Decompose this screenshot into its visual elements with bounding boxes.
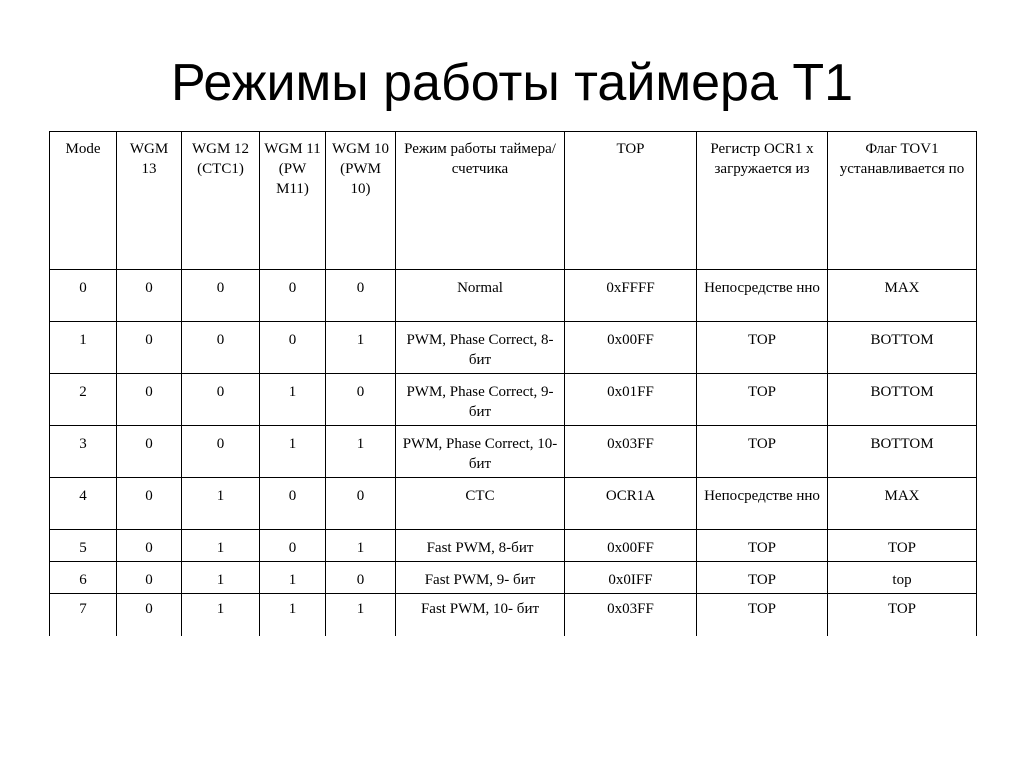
table-cell: 2 [50, 374, 117, 426]
table-row [50, 562, 977, 594]
table-cell: 1 [260, 426, 326, 478]
table-row [50, 594, 977, 637]
table-cell: 1 [326, 426, 396, 478]
table-cell: TOP [697, 530, 828, 562]
table-cell: 6 [50, 562, 117, 594]
header-mode: Mode [50, 132, 117, 270]
table-cell: PWM, Phase Correct, 10-бит [396, 426, 565, 478]
table-cell: 0x01FF [565, 374, 697, 426]
table-cell: 0 [260, 270, 326, 322]
table-cell: 0 [50, 270, 117, 322]
table-cell: 0 [117, 594, 182, 637]
table-cell: TOP [697, 562, 828, 594]
table-cell: 0 [326, 374, 396, 426]
table-cell: Fast PWM, 10- бит [396, 594, 565, 637]
table-cell: Normal [396, 270, 565, 322]
table-cell: TOP [697, 374, 828, 426]
header-tov1-flag: Флаг TOV1 устанавливается по [828, 132, 977, 270]
table-cell: 7 [50, 594, 117, 637]
header-ocr1x-update: Регистр OCR1 x загружается из [697, 132, 828, 270]
table-cell: 0 [117, 478, 182, 530]
table-cell: 1 [182, 530, 260, 562]
table-cell: 3 [50, 426, 117, 478]
table-cell: 0x00FF [565, 322, 697, 374]
table-cell: BOTTOM [828, 322, 977, 374]
table-cell: 1 [182, 562, 260, 594]
table-cell: 0 [182, 374, 260, 426]
table-cell: 1 [182, 478, 260, 530]
table-cell: 0 [117, 530, 182, 562]
slide-title: Режимы работы таймера Т1 [170, 54, 854, 112]
table-cell: 0 [260, 530, 326, 562]
table-cell: TOP [697, 594, 828, 637]
table-cell: 0 [117, 374, 182, 426]
table-cell: PWM, Phase Correct, 8-бит [396, 322, 565, 374]
table-cell: 0 [326, 270, 396, 322]
table-cell: CTC [396, 478, 565, 530]
table-cell: 0 [182, 322, 260, 374]
table-row [50, 426, 977, 478]
table-cell: 0 [117, 322, 182, 374]
table-cell: TOP [697, 426, 828, 478]
table-cell: 0 [326, 478, 396, 530]
table-row [50, 374, 977, 426]
table-cell: OCR1A [565, 478, 697, 530]
table-cell: 0 [117, 426, 182, 478]
table-cell: 0xFFFF [565, 270, 697, 322]
table-row [50, 478, 977, 530]
table-cell: 0 [182, 426, 260, 478]
table-cell: TOP [828, 594, 977, 637]
table-cell: 1 [182, 594, 260, 637]
table-cell: 0 [117, 562, 182, 594]
table-cell: 0 [260, 322, 326, 374]
table-cell: 1 [260, 594, 326, 637]
header-top: TOP [565, 132, 697, 270]
table-header-row [50, 132, 977, 270]
table-row [50, 322, 977, 374]
table-cell: 1 [326, 530, 396, 562]
table-cell: 0 [326, 562, 396, 594]
table-row [50, 530, 977, 562]
timer-modes-table [49, 131, 977, 636]
table-cell: 0x0IFF [565, 562, 697, 594]
table-cell: 0x00FF [565, 530, 697, 562]
table-cell: 1 [326, 322, 396, 374]
table-cell: 1 [326, 594, 396, 637]
table-cell: BOTTOM [828, 426, 977, 478]
table-cell: 0 [260, 478, 326, 530]
table-cell: Непосредстве нно [697, 478, 828, 530]
table-cell: 1 [50, 322, 117, 374]
table-cell: 5 [50, 530, 117, 562]
table-cell: 0x03FF [565, 426, 697, 478]
table-cell: TOP [697, 322, 828, 374]
table-cell: MAX [828, 270, 977, 322]
table-cell: MAX [828, 478, 977, 530]
table-cell: 1 [260, 374, 326, 426]
table-cell: Fast PWM, 9- бит [396, 562, 565, 594]
table-cell: PWM, Phase Correct, 9-бит [396, 374, 565, 426]
table-cell: 4 [50, 478, 117, 530]
table-cell: BOTTOM [828, 374, 977, 426]
header-wgm13: WGM 13 [117, 132, 182, 270]
table-cell: 0x03FF [565, 594, 697, 637]
header-wgm12: WGM 12 (CTC1) [182, 132, 260, 270]
header-wgm10: WGM 10 (PWM 10) [326, 132, 396, 270]
table-cell: Fast PWM, 8-бит [396, 530, 565, 562]
header-wgm11: WGM 11 (PW M11) [260, 132, 326, 270]
header-mode-description: Режим работы таймера/ счетчика [396, 132, 565, 270]
table-cell: Непосредстве нно [697, 270, 828, 322]
table-cell: TOP [828, 530, 977, 562]
table-cell: 0 [117, 270, 182, 322]
table-cell: top [828, 562, 977, 594]
table-row [50, 270, 977, 322]
table-cell: 0 [182, 270, 260, 322]
table-cell: 1 [260, 562, 326, 594]
